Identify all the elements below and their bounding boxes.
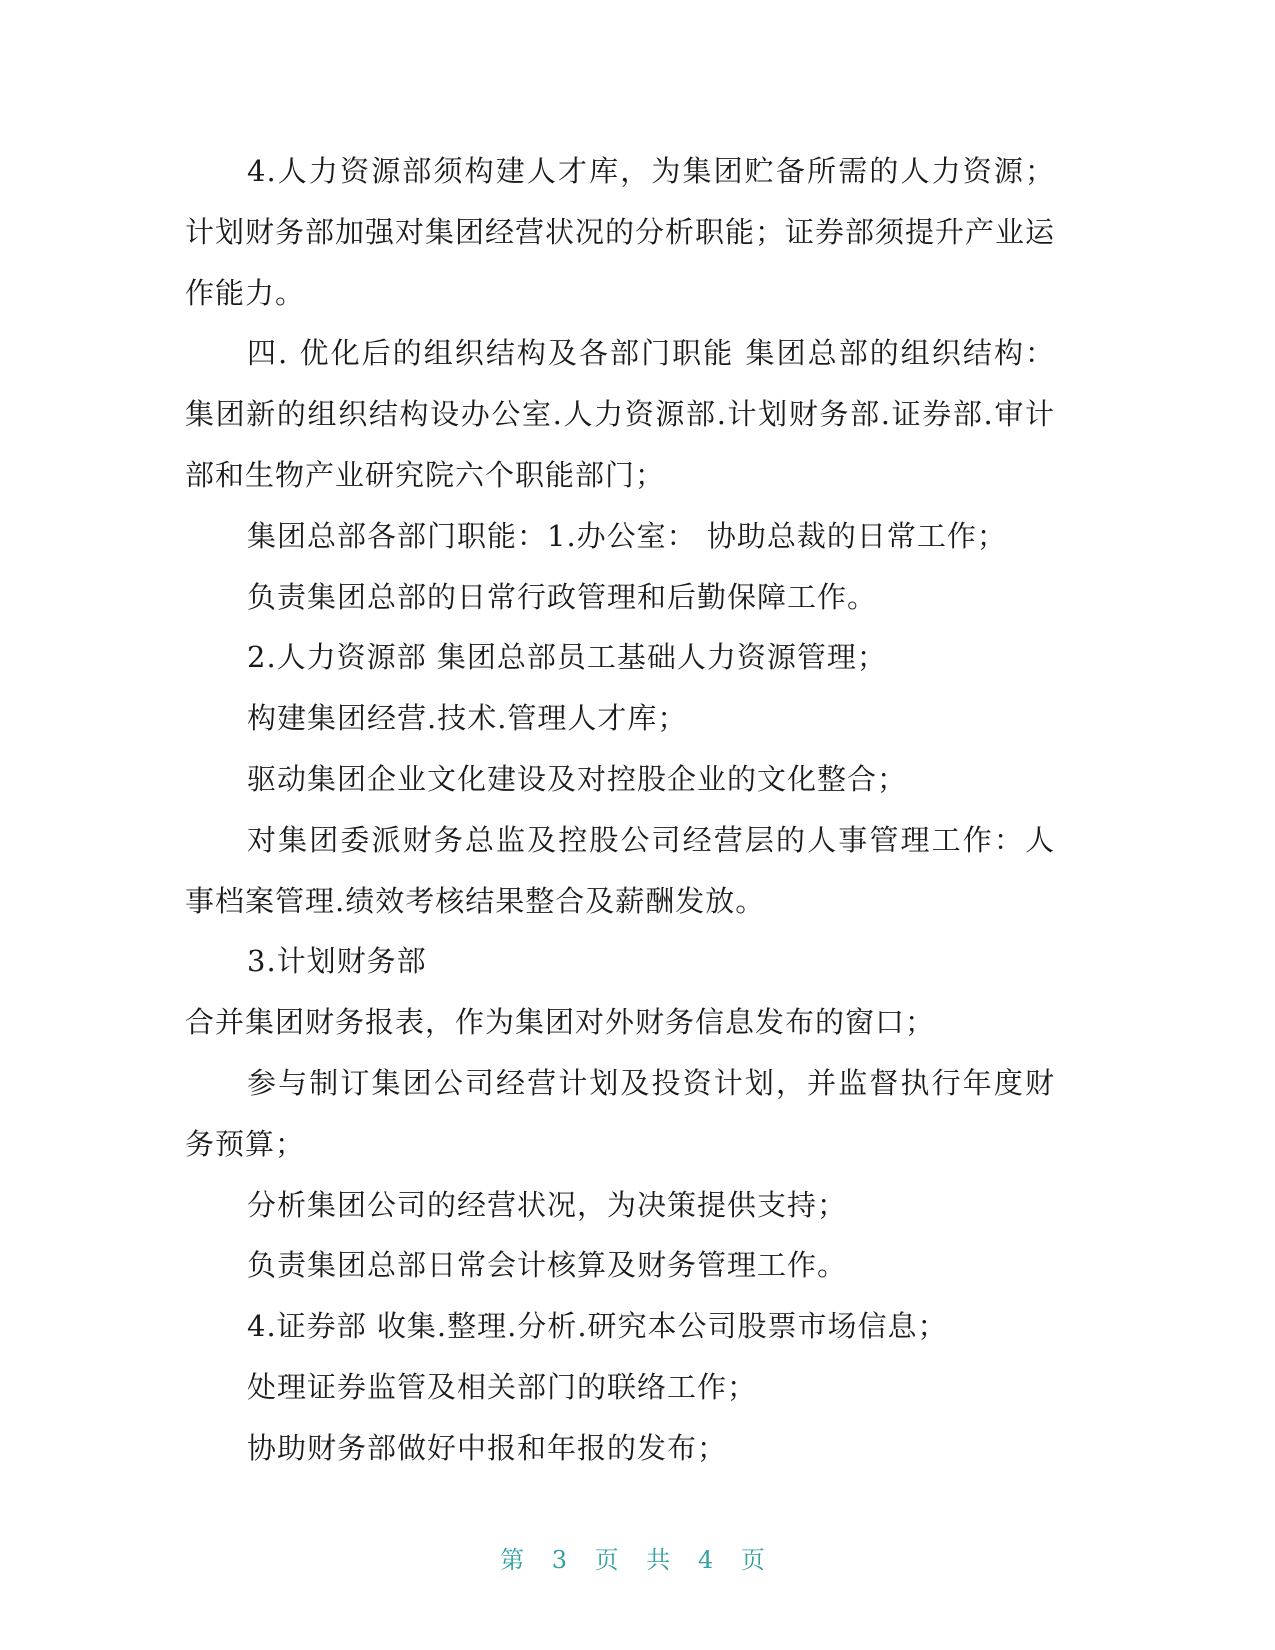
paragraph: 四. 优化后的组织结构及各部门职能 集团总部的组织结构：集团新的组织结构设办公室.人力资源部.计划财务部.证券部.审计部和生物产业研究院六个职能部门；	[185, 336, 1055, 492]
paragraph: 处理证券监管及相关部门的联络工作；	[247, 1369, 758, 1404]
paragraph: 负责集团总部日常会计核算及财务管理工作。	[247, 1248, 848, 1283]
paragraph: 4.人力资源部须构建人才库，为集团贮备所需的人力资源；计划财务部加强对集团经营状况的分析职能；证券部须提升产业运作能力。	[185, 154, 1056, 310]
paragraph: 4.证券部 收集.整理.分析.研究本公司股票市场信息；	[247, 1309, 948, 1344]
paragraph: 负责集团总部的日常行政管理和后勤保障工作。	[247, 579, 878, 614]
paragraph: 3.计划财务部	[247, 944, 427, 979]
paragraph: 集团总部各部门职能：1.办公室： 协助总裁的日常工作；	[247, 518, 1007, 553]
paragraph: 驱动集团企业文化建设及对控股企业的文化整合；	[247, 761, 908, 796]
page-number-footer: 第 3 页 共 4 页	[500, 1546, 775, 1574]
paragraph: 对集团委派财务总监及控股公司经营层的人事管理工作：人事档案管理.绩效考核结果整合及薪酬发放。	[185, 822, 1055, 918]
paragraph: 构建集团经营.技术.管理人才库；	[247, 701, 688, 736]
document-body	[185, 141, 1055, 1479]
paragraph: 合并集团财务报表，作为集团对外财务信息发布的窗口；	[185, 1005, 936, 1040]
paragraph: 分析集团公司的经营状况，为决策提供支持；	[247, 1187, 848, 1222]
paragraph: 2.人力资源部 集团总部员工基础人力资源管理；	[247, 640, 887, 675]
paragraph: 参与制订集团公司经营计划及投资计划，并监督执行年度财务预算；	[185, 1065, 1055, 1161]
paragraph: 协助财务部做好中报和年报的发布；	[247, 1430, 728, 1465]
